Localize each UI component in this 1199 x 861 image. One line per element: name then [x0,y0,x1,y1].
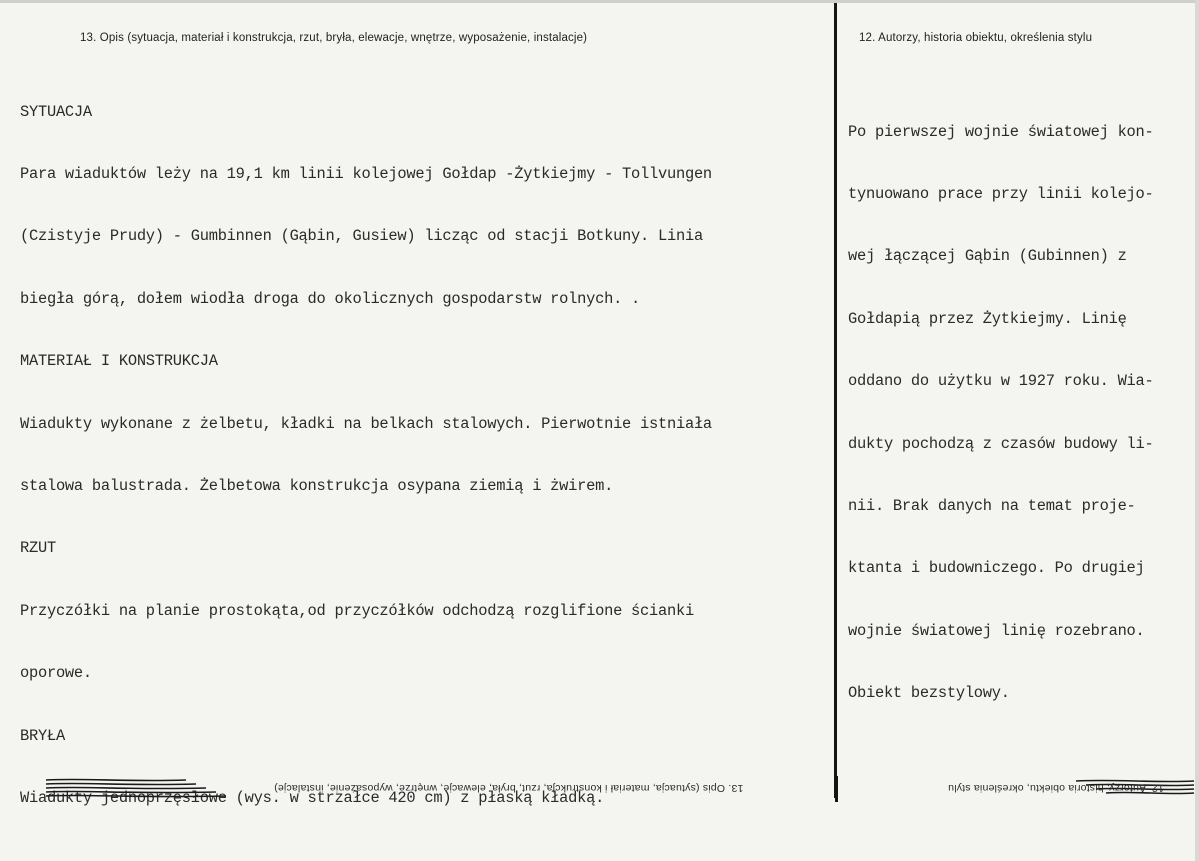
history-text-block [848,80,1154,746]
history-line: oddano do użytku w 1927 roku. Wia- [848,372,1154,391]
description-line: biegła górą, dołem wiodła droga do okolicznych gospodarstw rolnych. . [20,289,641,308]
bottom-wavy-band [46,776,1196,802]
history-line: nii. Brak danych na temat proje- [848,496,1136,515]
description-line: MATERIAŁ I KONSTRUKCJA [20,352,218,371]
section-13-heading: 13. Opis (sytuacja, materiał i konstrukcja, rzut, bryła, elewacje, wnętrze, wyposażenie, instalacje) [80,32,588,44]
description-text-block [20,60,712,850]
card-top-edge [0,0,1199,3]
description-line: BRYŁA [20,726,65,745]
history-line: wej łączącej Gąbin (Gubinnen) z [848,247,1127,266]
description-line: (Czistyje Prudy) - Gumbinnen (Gąbin, Gusiew) licząc od stacji Botkuny. Linia [20,227,703,246]
mirrored-section-12-label: 12. Autorzy, historia obiektu, określenia stylu [948,782,1164,794]
history-line: dukty pochodzą z czasów budowy li- [848,434,1154,453]
description-line: Para wiaduktów leży na 19,1 km linii kolejowej Gołdap -Żytkiejmy - Tollvungen [20,164,712,183]
description-line: stalowa balustrada. Żelbetowa konstrukcja osypana ziemią i żwirem. [20,476,614,495]
column-divider [834,3,837,798]
description-line: oporowe. [20,664,92,683]
history-line: ktanta i budowniczego. Po drugiej [848,559,1145,578]
description-line: RZUT [20,539,56,558]
description-line: SYTUACJA [20,102,92,121]
history-line: Obiekt bezstylowy. [848,684,1010,703]
card-right-edge [1195,0,1199,861]
history-line: Po pierwszej wojnie światowej kon- [848,122,1154,141]
description-line: Przyczółki na planie prostokąta,od przyczółków odchodzą rozglifione ścianki [20,601,694,620]
description-line: Wiadukty wykonane z żelbetu, kładki na belkach stalowych. Pierwotnie istniała [20,414,712,433]
section-12-heading: 12. Autorzy, historia obiektu, określenia stylu [859,32,1093,44]
history-line: wojnie światowej linię rozebrano. [848,621,1145,640]
mirrored-section-13-label: 13. Opis (sytuacja, materiał i konstrukcja, rzut, bryła, elewacje, wnętrze, wyposażenie, instalacje) [274,782,744,794]
history-line: tynuowano prace przy linii kolejo- [848,184,1154,203]
description-line: Wiadukty jednoprzęsłowe (wys. w strzałce 420 cm) z płaską kładką. [20,788,605,807]
history-line: Gołdapią przez Żytkiejmy. Linię [848,309,1127,328]
